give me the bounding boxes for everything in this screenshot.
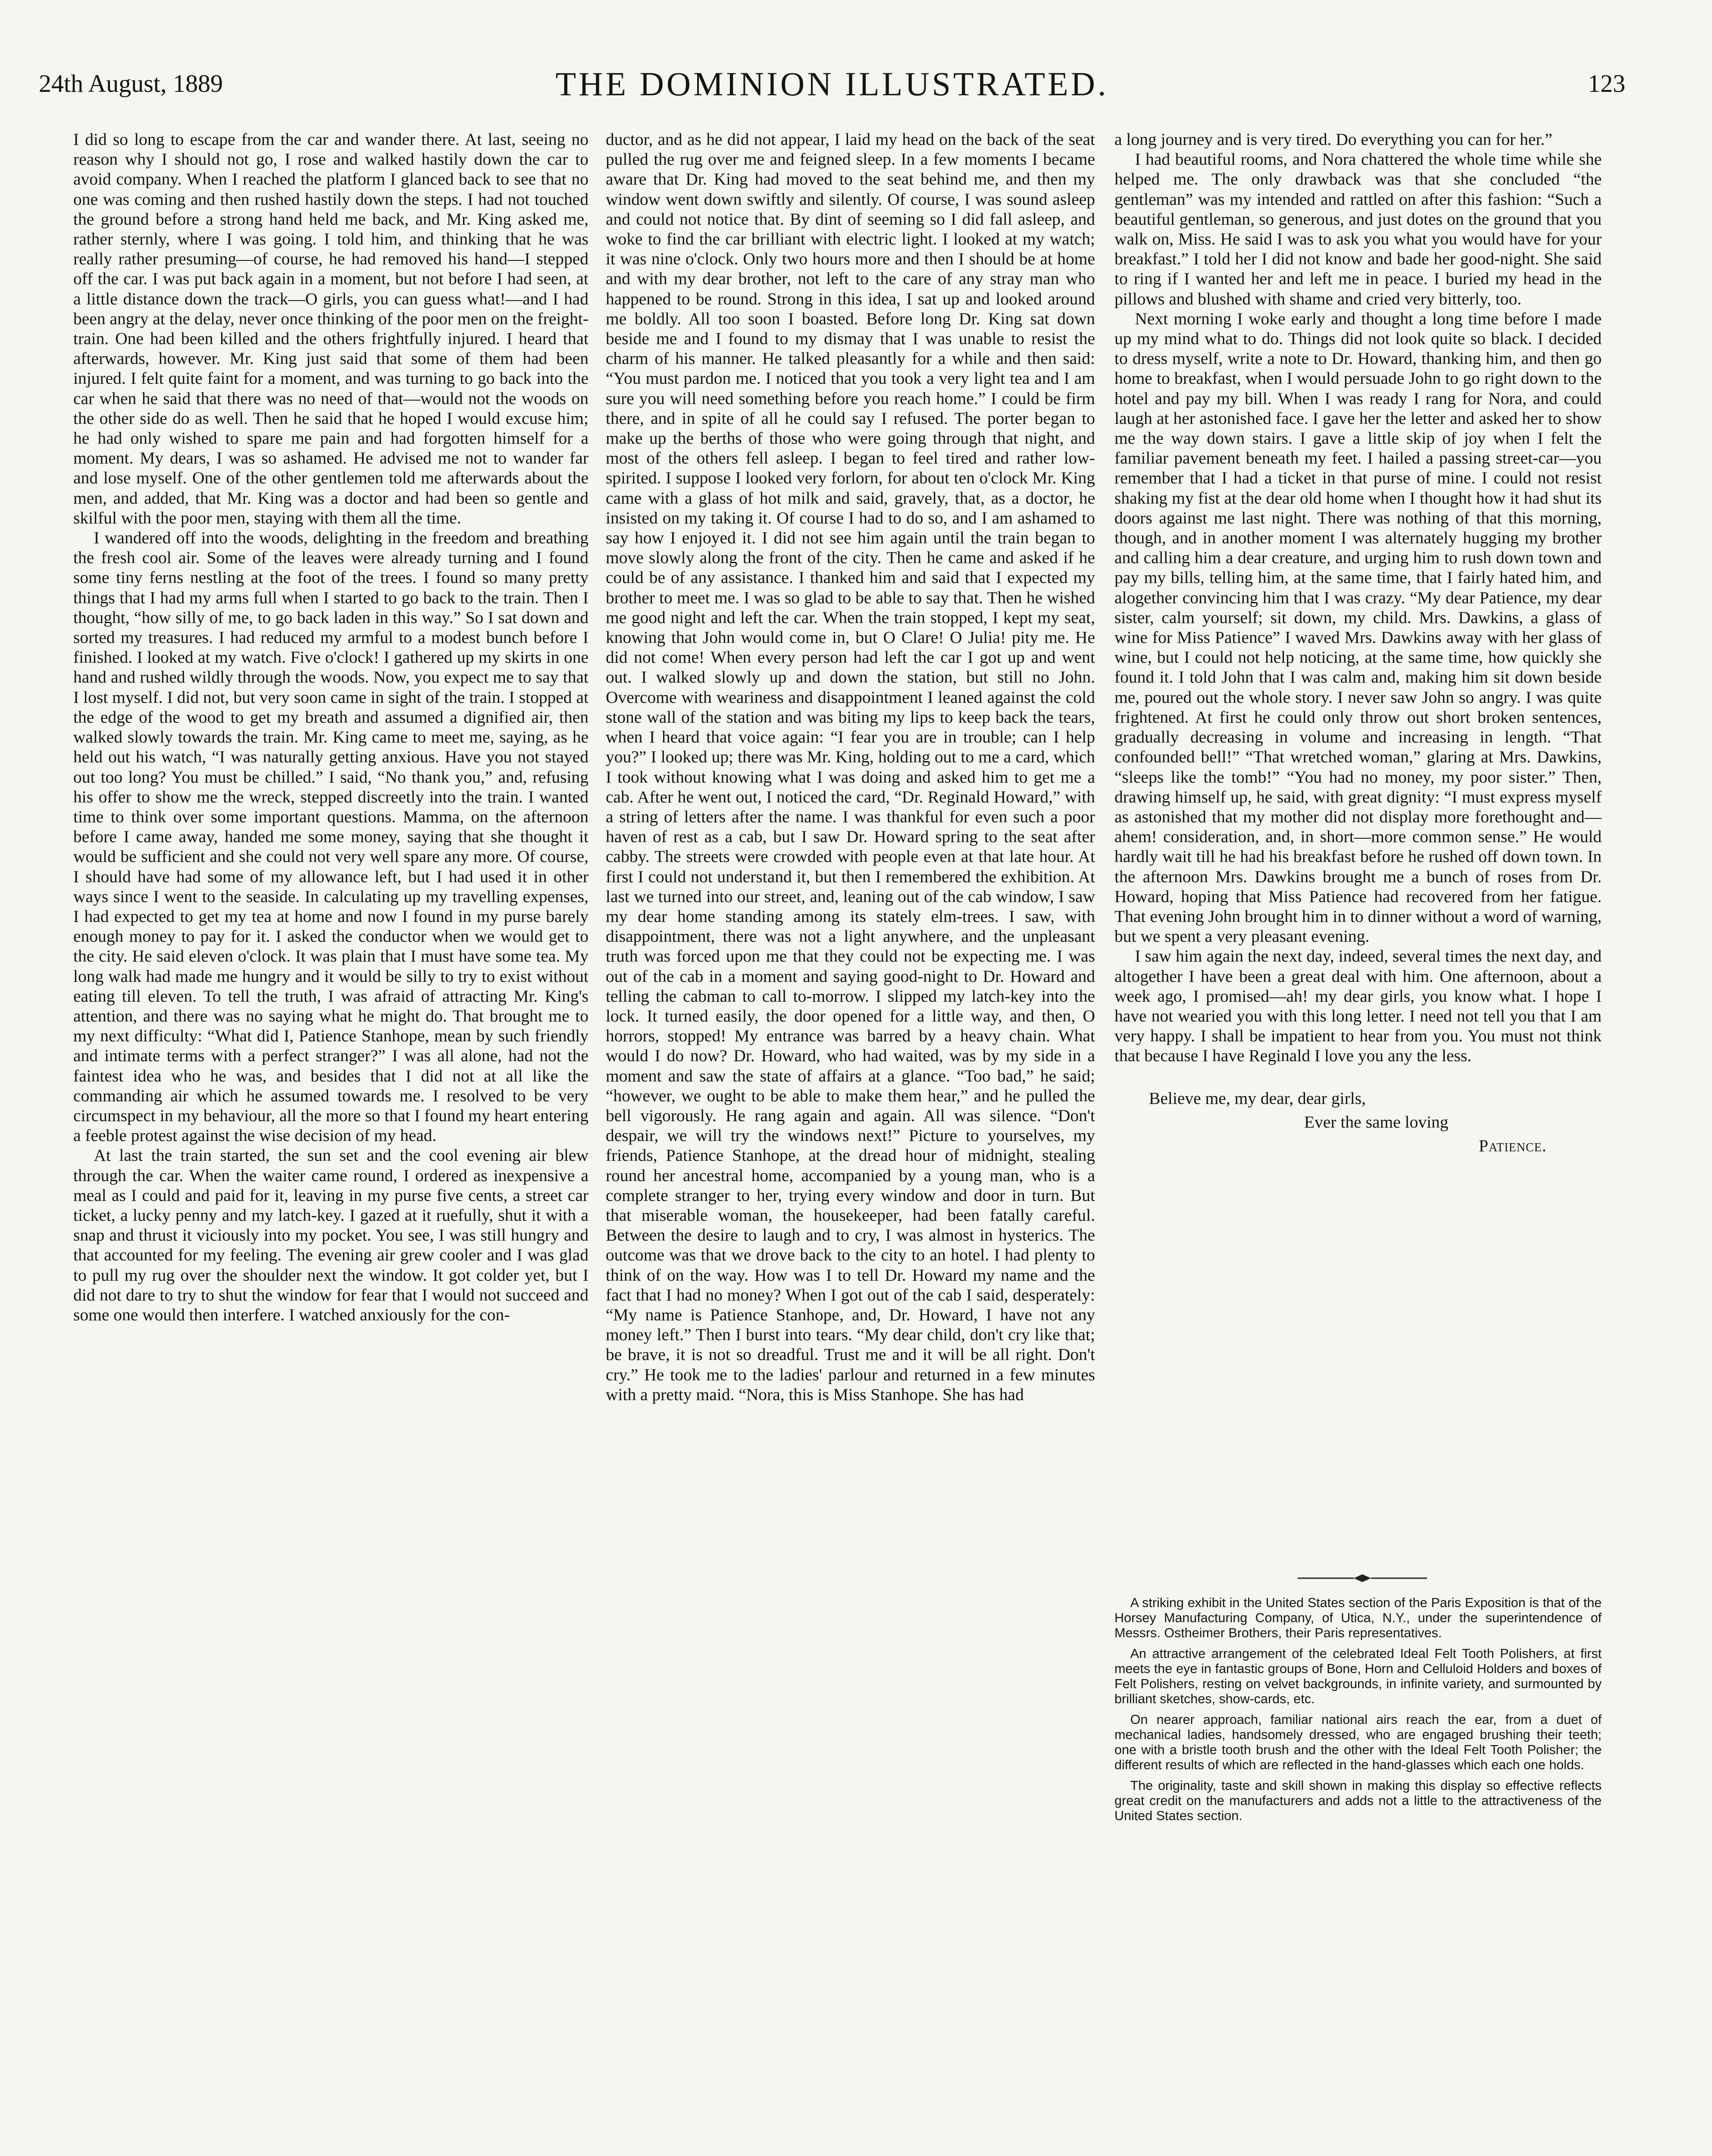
page-header	[39, 56, 1625, 121]
paragraph: a long journey and is very tired. Do everything you can for her.”	[1114, 130, 1552, 149]
paragraph: I had beautiful rooms, and Nora chattered the whole time while she helped me. The only drawback was that she concluded “the gentleman” was my intended and rattled on after this fashion: “Such a beautiful gentleman, so generous, and just dotes on the ground that you walk on, Miss. He said I was to ask you what you would have for your breakfast.” I told her I did not know and bade her good-night. She said to ring if I wanted her and left me in peace. I buried my head in the pillows and blushed with shame and cried very bitterly, too.	[1114, 150, 1602, 308]
paragraph: I saw him again the next day, indeed, several times the next day, and altogether I have been a great deal with him. One afternoon, about a week ago, I promised—ah! my dear girls, you know what. I hope I have not wearied you with this long letter. I need not tell you that I am very happy. I shall be impatient to hear from you. You must not think that because I have Reginald I love you any the less.	[1114, 946, 1602, 1065]
signature: Patience.	[1479, 1136, 1547, 1156]
text-column-1	[73, 129, 588, 2156]
closing-line: Ever the same loving	[1304, 1112, 1449, 1131]
issue-date: 24th August, 1889	[39, 69, 223, 97]
masthead-title: THE DOMINION ILLUSTRATED.	[555, 65, 1109, 103]
paragraph: I wandered off into the woods, delighting in the freedom and breathing the fresh cool air. Some of the leaves were already turning and I found some tiny ferns nestling at the foot of the trees. I found so many pretty things that I had my arms full when I started to go back to the train. Then I thought, “how silly of me, to go back laden in this way.” So I sat down and sorted my treasures. I had reduced my armful to a modest bunch before I finished. I looked at my watch. Five o'clock! I gathered up my skirts in one hand and rushed wildly through the woods. Now, you expect me to say that I lost myself. I did not, but very soon came in sight of the train. I stopped at the edge of the wood to get my breath and assumed a dignified air, then walked slowly towards the train. Mr. King came to meet me, saying, as he held out his watch, “I was naturally getting anxious. Have you not stayed out too long? You must be chilled.” I said, “No thank you,” and, refusing his offer to show me the wreck, stepped discreetly into the train. I wanted time to think over some important questions. Mamma, on the afternoon before I came away, handed me some money, saying that she thought it would be sufficient and she could not very well spare any more. Of course, I should have had some of my allowance left, but I had used it in other ways since I went to the seaside. In calculating up my travelling expenses, I had expected to get my tea at home and now I found in my purse barely enough money to pay for it. I asked the conductor when we would get to the city. He said eleven o'clock. It was plain that I must have some tea. My long walk had made me hungry and it would be silly to try to exist without eating till eleven. To tell the truth, I was afraid of attracting Mr. King's attention, and there was no saying what he might do. That brought me to my next difficulty: “What did I, Patience Stanhope, mean by such friendly and intimate terms with a perfect stranger?” I was all alone, had not the faintest idea who he was, and besides that I did not at all like the commanding air which he assumed towards me. I resolved to be very circumspect in my behaviour, all the more so that I found my heart entering a feeble protest against the wise decision of my head.	[73, 528, 588, 1145]
text-column-3	[1114, 129, 1602, 1630]
closing-line: Believe me, my dear, dear girls,	[1149, 1088, 1366, 1108]
paragraph: ductor, and as he did not appear, I laid my head on the back of the seat pulled the rug over me and feigned sleep. In a few moments I became aware that Dr. King had moved to the seat behind me, and then my window went down swiftly and silently. Of course, I was sound asleep and could not notice that. By dint of seeming so I did fall asleep, and woke to find the car brilliant with electric light. I looked at my watch; it was nine o'clock. Only two hours more and then I should be at home and with my dear brother, not left to the care of any stray man who happened to be round. Strong in this idea, I sat up and looked around me boldly. All too soon I boasted. Before long Dr. King sat down beside me and I found to my dismay that I was unable to resist the charm of his manner. He talked pleasantly for a while and then said: “You must pardon me. I noticed that you took a very light tea and I am sure you will need something before you reach home.” I could be firm there, and in spite of all he could say I refused. The porter began to make up the berths of those who were going through that night, and most of the others fell asleep. I began to feel tired and rather low-spirited. I suppose I looked very forlorn, for about ten o'clock Mr. King came with a glass of hot milk and said, gravely, that, as a doctor, he insisted on my taking it. Of course I had to do so, and I am ashamed to say how I enjoyed it. I did not see him again until the train began to move slowly along the front of the city. Then he came and asked if he could be of any assistance. I thanked him and said that I expected my brother to meet me. I was so glad to be able to say that. Then he wished me good night and left the car. When the train stopped, I kept my seat, knowing that John would come in, but O Clare! O Julia! pity me. He did not come! When every person had left the car I got up and went out. I walked slowly up and down the station, but still no John. Overcome with weariness and disappointment I leaned against the cold stone wall of the station and was biting my lips to keep back the tears, when I heard that voice again: “I fear you are in trouble; can I help you?” I looked up; there was Mr. King, holding out to me a card, which I took without knowing what I was doing and asked him to get me a cab. After he went out, I noticed the card, “Dr. Reginald Howard,” with a string of letters after the name. I was thankful for even such a poor haven of rest as a cab, but I saw Dr. Howard spring to the seat after cabby. The streets were crowded with people even at that late hour. At first I could not understand it, but then I remembered the exhibition. At last we turned into our street, and, leaning out of the cab window, I saw my dear home standing among its stately elm-trees. I saw, with disappointment, there was not a light anywhere, and the unpleasant truth was forced upon me that they could not be expecting me. I was out of the cab in a moment and saying good-night to Dr. Howard and telling the cabman to call to-morrow. I slipped my latch-key into the lock. It turned easily, the door opened for a little way, and then, O horrors, stopped! My entrance was barred by a heavy chain. What would I do now? Dr. Howard, who had waited, was by my side in a moment and saw the state of affairs at a glance. “Too bad,” he said; “however, we ought to be able to make them hear,” and he pulled the bell vigorously. He rang again and again. All was silence. “Don't despair, we will try the windows next!” Picture to yourselves, my friends, Patience Stanhope, at the dread hour of midnight, stealing round her ancestral home, accompanied by a young man, who is a complete stranger to her, trying every window and door in turn. But that miserable woman, the housekeeper, had been fatally careful. Between the desire to laugh and to cry, I was almost in hysterics. The outcome was that we drove back to the city to an hotel. I had plenty to think of on the way. How was I to tell Dr. Howard my name and the fact that I had no money? When I got out of the cab I said, desperately: “My name is Patience Stanhope, and, Dr. Howard, I have not any money left.” Then I burst into tears. “My dear child, don't cry like that; be brave, it is not so dreadful. Trust me and it will be all right. Don't cry.” He took me to the ladies' parlour and returned in a few minutes with a pretty maid. “Nora, this is Miss Stanhope. She has had	[606, 130, 1095, 1404]
ornamental-rule-icon	[1293, 1572, 1431, 1585]
note-paragraph: A striking exhibit in the United States section of the Paris Exposition is that of the Horsey Manufacturing Company, of Utica, N.Y., under the superintendence of Messrs. Ostheimer Brothers, their Paris representatives.	[1114, 1595, 1602, 1640]
paragraph: I did so long to escape from the car and wander there. At last, seeing no reason why I should not go, I rose and walked hastily down the car to avoid company. When I reached the platform I glanced back to see that no one was coming and then rushed hastily down the steps. I had not touched the ground before a strong hand held me back, and Mr. King asked me, rather sternly, where I was going. I told him, and thinking that he was really rather presuming—of course, he had removed his hand—I stepped off the car. I was put back again in a moment, but not before I had seen, at a little distance down the track—O girls, you can guess what!—and I had been angry at the delay, never once thinking of the poor men on the freight-train. One had been killed and the others frightfully injured. I heard that afterwards, however. Mr. King just said that some of them had been injured. I felt quite faint for a moment, and was turning to go back into the car when he said that there was no need of that—would not the woods on the other side do as well. Then he said that he hoped I would excuse him; he had only wished to spare me pain and had forgotten himself for a moment. My dears, I was so ashamed. He advised me not to wander far and lose myself. One of the other gentlemen told me afterwards about the men, and added, that Mr. King was a doctor and had been so gentle and skilful with the poor men, staying with them all the time.	[73, 130, 588, 527]
advertisement-notes	[1114, 1595, 1602, 2156]
paragraph: Next morning I woke early and thought a long time before I made up my mind what to do. Things did not look quite so black. I decided to dress myself, write a note to Dr. Howard, thanking him, and then go home to breakfast, when I would persuade John to go right down to the hotel and pay my bill. When I was ready I rang for Nora, and could laugh at her astonished face. I gave her the letter and asked her to show me the way down stairs. I gave a little skip of joy when I felt the familiar pavement beneath my feet. I hailed a passing street-car—you remember that I had a ticket in that purse of mine. I could not resist shaking my fist at the dear old home when I thought how it had shut its doors against me last night. There was nothing of that this morning, though, and in another moment I was alternately hugging my brother and calling him a dear creature, and urging him to rush down town and pay my bills, telling him, at the same time, that I fairly hated him, and alogether convincing him that I was crazy. “My dear Patience, my dear sister, calm yourself; sit down, my child. Mrs. Dawkins, a glass of wine for Miss Patience” I waved Mrs. Dawkins away with her glass of wine, but I could not help noticing, at the same time, how quickly she found it. I told John that I was calm and, making him sit down beside me, poured out the whole story. I never saw John so angry. I was quite frightened. At first he could only throw out short broken sentences, gradually decreasing in volume and increasing in length. “That confounded bell!” “That wretched woman,” glaring at Mrs. Dawkins, “sleeps like the tomb!” “You had no money, my poor sister.” Then, drawing himself up, he said, with great dignity: “I must express myself as astonished that my mother did not display more forethought and—ahem! consideration, and, in short—more common sense.” He would hardly wait till he had his breakfast before he rushed off down town. In the afternoon Mrs. Dawkins brought me a bunch of roses from Dr. Howard, hoping that Miss Patience had recovered from her fatigue. That evening John brought him in to dinner without a word of warning, but we spent a very pleasant evening.	[1114, 309, 1602, 946]
note-paragraph: On nearer approach, familiar national airs reach the ear, from a duet of mechanical ladies, handsomely dressed, who are engaged brushing their teeth; one with a bristle tooth brush and the other with the Ideal Felt Tooth Polisher; the different results of which are reflected in the hand-glasses which each one holds.	[1114, 1712, 1602, 1772]
note-paragraph: The originality, taste and skill shown in making this display so effective reflects great credit on the manufacturers and adds not a little to the attractiveness of the United States section.	[1114, 1778, 1602, 1823]
paragraph: At last the train started, the sun set and the cool evening air blew through the car. When the waiter came round, I ordered as inexpensive a meal as I could and paid for it, leaving in my purse five cents, a street car ticket, a lucky penny and my latch-key. I gazed at it ruefully, shut it with a snap and thrust it viciously into my pocket. You see, I was still hungry and that accounted for my feeling. The evening air grew cooler and I was glad to pull my rug over the shoulder next the window. It got colder yet, but I did not dare to try to shut the window for fear that I would not succeed and some one would then interfere. I watched anxiously for the con-	[73, 1146, 588, 1324]
letter-signoff	[1114, 1087, 1602, 1158]
text-column-2	[606, 129, 1095, 2156]
note-paragraph: An attractive arrangement of the celebrated Ideal Felt Tooth Polishers, at first meets the eye in fantastic groups of Bone, Horn and Celluloid Holders and boxes of Felt Polishers, resting on velvet backgrounds, in infinite variety, and surmounted by brilliant sketches, show-cards, etc.	[1114, 1646, 1602, 1706]
page-number: 123	[1588, 69, 1625, 97]
